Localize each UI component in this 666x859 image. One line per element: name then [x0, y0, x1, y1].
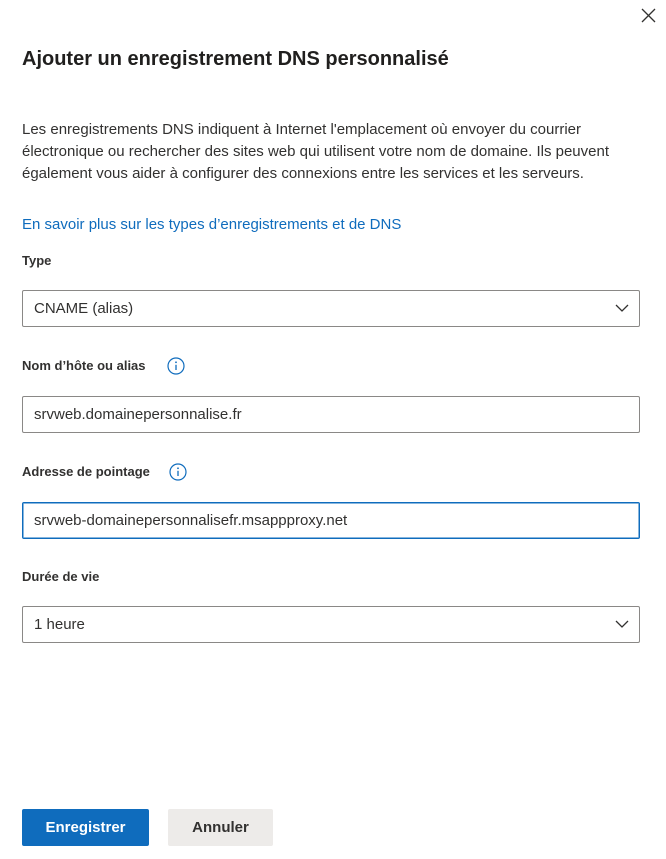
- target-address-info-icon[interactable]: [169, 463, 187, 481]
- hostname-label: Nom d’hôte ou alias: [22, 358, 146, 373]
- cancel-button[interactable]: Annuler: [168, 809, 273, 846]
- close-icon: [638, 6, 658, 26]
- chevron-down-icon: [615, 303, 629, 313]
- ttl-selected-value: 1 heure: [34, 616, 85, 633]
- save-button[interactable]: Enregistrer: [22, 809, 149, 846]
- target-address-input-wrapper: [22, 502, 640, 539]
- hostname-input[interactable]: [23, 397, 639, 432]
- hostname-input-wrapper: [22, 396, 640, 433]
- ttl-dropdown[interactable]: [22, 606, 640, 643]
- hostname-info-icon[interactable]: [167, 357, 185, 375]
- target-address-input[interactable]: [23, 503, 639, 538]
- ttl-label: Durée de vie: [22, 569, 100, 584]
- type-selected-value: CNAME (alias): [34, 300, 134, 317]
- dialog-description: Les enregistrements DNS indiquent à Internet l'emplacement où envoyer du courrier électronique ou rechercher des sites web qui utilisent votre nom de domaine. Ils peuvent également vous aider à configurer des connexions entre les services et les serveurs.: [22, 121, 609, 182]
- type-dropdown[interactable]: [22, 290, 640, 327]
- chevron-down-icon: [615, 619, 629, 629]
- close-button[interactable]: [638, 6, 658, 26]
- dialog-title: Ajouter un enregistrement DNS personnalisé: [22, 48, 449, 70]
- type-label: Type: [22, 253, 52, 268]
- target-address-label: Adresse de pointage: [22, 464, 150, 479]
- learn-more-link[interactable]: En savoir plus sur les types d’enregistrements et de DNS: [22, 216, 402, 233]
